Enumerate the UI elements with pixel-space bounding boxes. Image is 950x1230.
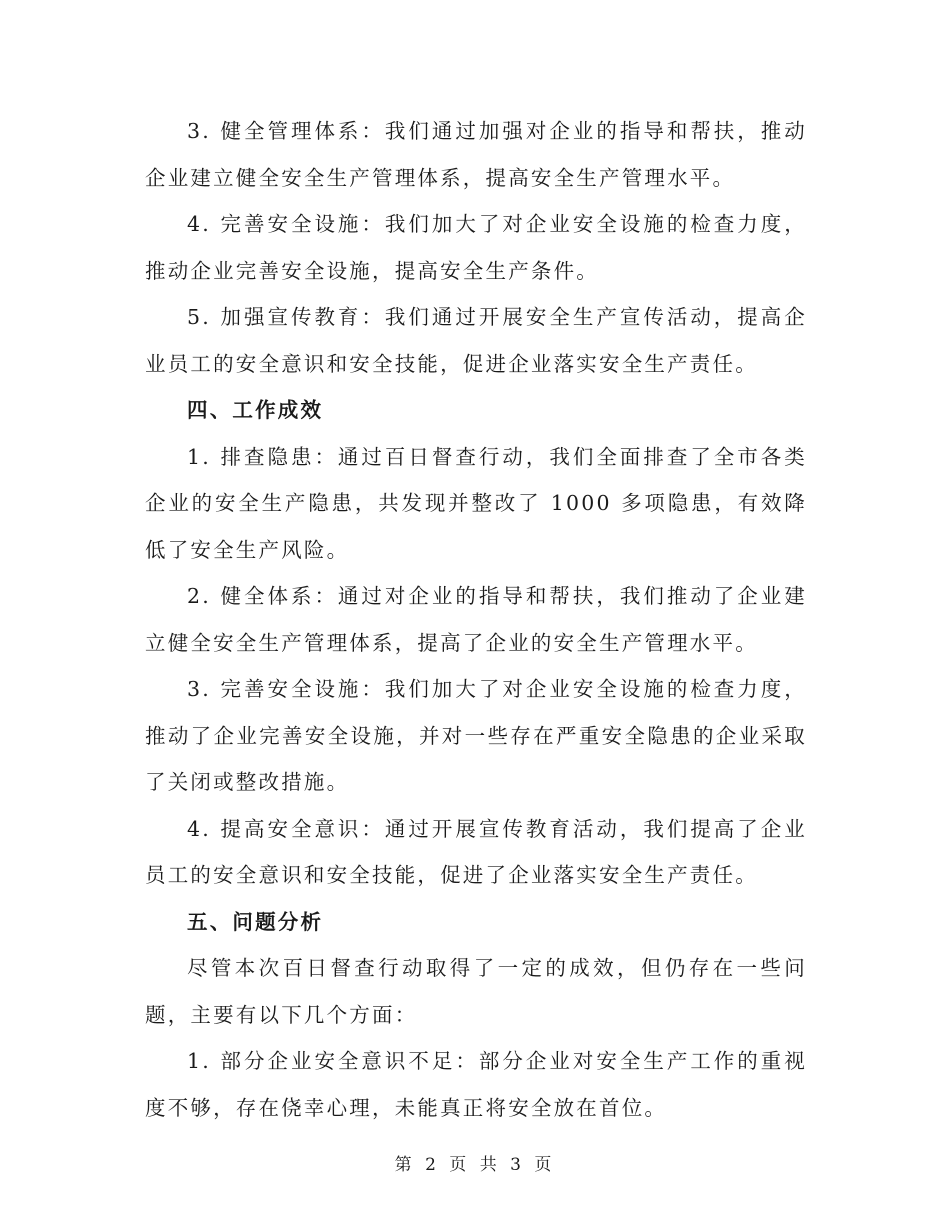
paragraph-results-2: 2. 健全体系：通过对企业的指导和帮扶，我们推动了企业建立健全安全生产管理体系，提高了企业的安全生产管理水平。 — [145, 584, 807, 655]
section-heading-work-results: 四、工作成效 — [187, 398, 324, 422]
paragraph-5-publicity-education: 5. 加强宣传教育：我们通过开展安全生产宣传活动，提高企业员工的安全意识和安全技能，促进企业落实安全生产责任。 — [145, 305, 807, 376]
paragraph-problems-intro: 尽管本次百日督查行动取得了一定的成效，但仍存在一些问题，主要有以下几个方面： — [145, 956, 807, 1027]
paragraph-results-4: 4. 提高安全意识：通过开展宣传教育活动，我们提高了企业员工的安全意识和安全技能，促进了企业落实安全生产责任。 — [145, 816, 807, 887]
paragraph-results-1: 1. 排查隐患：通过百日督查行动，我们全面排查了全市各类企业的安全生产隐患，共发现并整改了 1000 多项隐患，有效降低了安全生产风险。 — [145, 444, 807, 562]
paragraph-4-safety-facilities: 4. 完善安全设施：我们加大了对企业安全设施的检查力度，推动企业完善安全设施，提高安全生产条件。 — [145, 212, 807, 283]
page-number-footer: 第 2 页 共 3 页 — [394, 1155, 556, 1175]
paragraph-results-3: 3. 完善安全设施：我们加大了对企业安全设施的检查力度，推动了企业完善安全设施，并对一些存在严重安全隐患的企业采取了关闭或整改措施。 — [145, 677, 807, 794]
document-body — [145, 108, 807, 1131]
section-heading-problem-analysis: 五、问题分析 — [187, 909, 324, 934]
paragraph-problems-1: 1. 部分企业安全意识不足：部分企业对安全生产工作的重视度不够，存在侥幸心理，未能真正将安全放在首位。 — [145, 1049, 807, 1120]
paragraph-3-management-system: 3. 健全管理体系：我们通过加强对企业的指导和帮扶，推动企业建立健全安全生产管理体系，提高安全生产管理水平。 — [145, 119, 807, 190]
